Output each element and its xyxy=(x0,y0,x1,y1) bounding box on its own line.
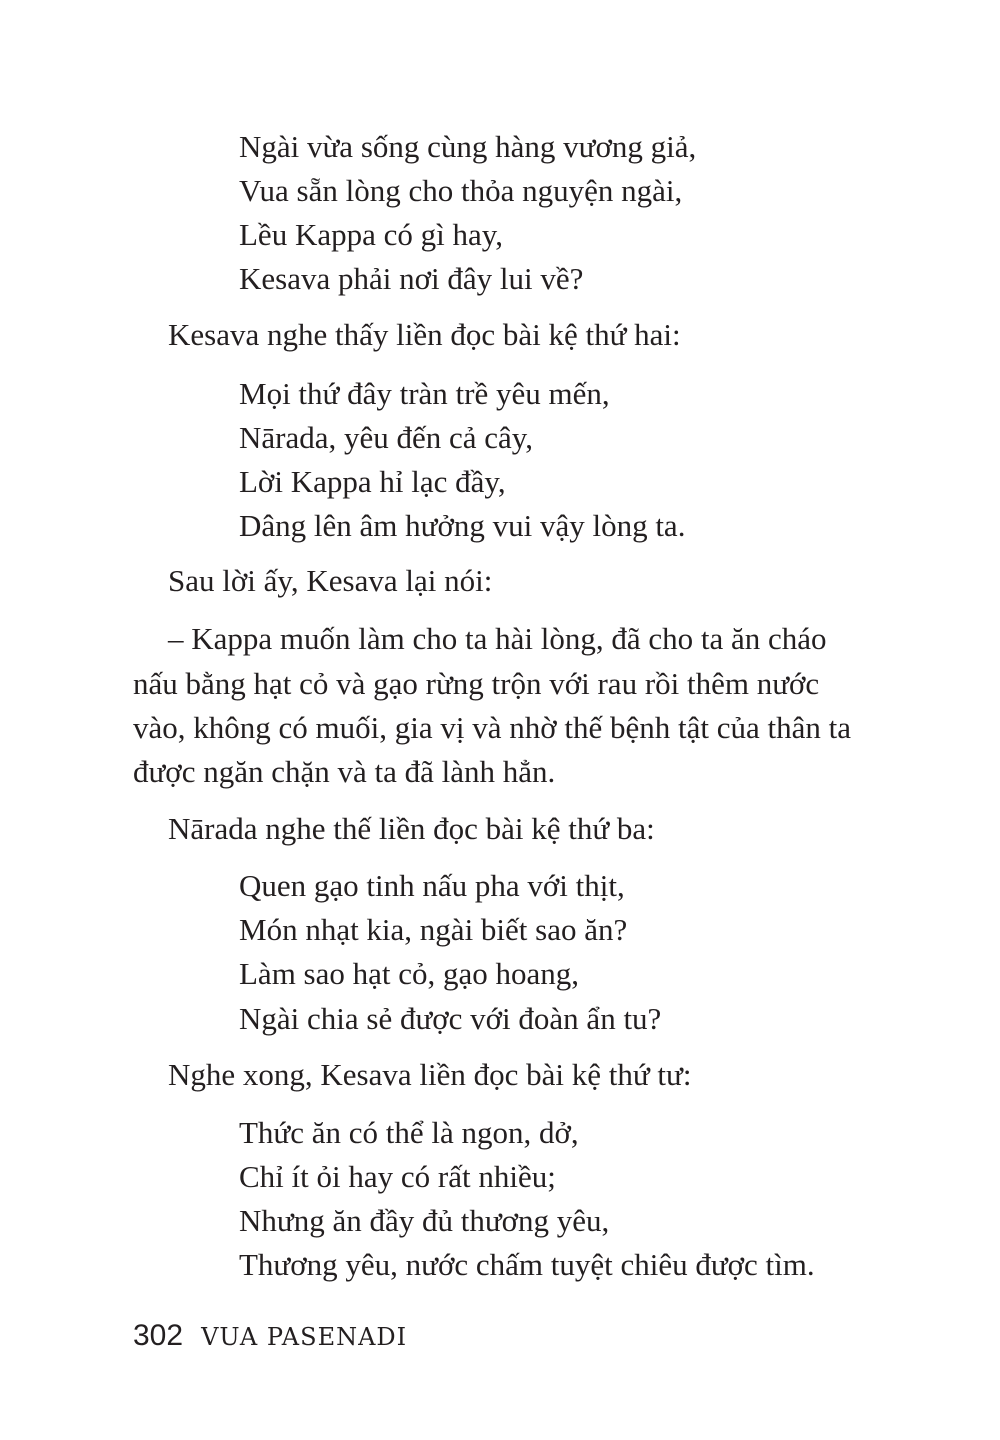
verse-line: Mọi thứ đây tràn trề yêu mến, xyxy=(239,376,610,411)
verse-line: Lời Kappa hỉ lạc đầy, xyxy=(239,464,506,499)
verse-line: Quen gạo tinh nấu pha với thịt, xyxy=(239,868,625,903)
verse-line: Ngài chia sẻ được với đoàn ẩn tu? xyxy=(239,1001,662,1036)
verse-line: Làm sao hạt cỏ, gạo hoang, xyxy=(239,956,580,991)
paragraph-line: – Kappa muốn làm cho ta hài lòng, đã cho ta ăn cháo xyxy=(168,621,827,656)
verse-line: Chỉ ít ỏi hay có rất nhiều; xyxy=(239,1159,556,1194)
verse-line: Thức ăn có thể là ngon, dở, xyxy=(239,1115,579,1150)
verse-line: Nārada, yêu đến cả cây, xyxy=(239,420,534,455)
verse-line: Ngài vừa sống cùng hàng vương giả, xyxy=(239,129,697,164)
paragraph: Nārada nghe thế liền đọc bài kệ thứ ba: xyxy=(168,811,655,846)
verse-line: Lều Kappa có gì hay, xyxy=(239,217,503,252)
running-title: VUA PASENADI xyxy=(201,1323,408,1351)
paragraph: Sau lời ấy, Kesava lại nói: xyxy=(168,563,493,598)
paragraph: Kesava nghe thấy liền đọc bài kệ thứ hai: xyxy=(168,317,681,352)
verse-line: Kesava phải nơi đây lui về? xyxy=(239,261,584,296)
verse-line: Vua sẵn lòng cho thỏa nguyện ngài, xyxy=(239,173,683,208)
verse-line: Món nhạt kia, ngài biết sao ăn? xyxy=(239,912,628,947)
verse-line: Nhưng ăn đầy đủ thương yêu, xyxy=(239,1203,610,1238)
verse-line: Thương yêu, nước chấm tuyệt chiêu được tìm. xyxy=(239,1247,815,1282)
verse-line: Dâng lên âm hưởng vui vậy lòng ta. xyxy=(239,508,686,543)
paragraph-line: được ngăn chặn và ta đã lành hẳn. xyxy=(133,754,556,789)
paragraph: Nghe xong, Kesava liền đọc bài kệ thứ tư: xyxy=(168,1057,692,1092)
paragraph-line: nấu bằng hạt cỏ và gạo rừng trộn với rau rồi thêm nước xyxy=(133,666,820,701)
page-number: 302 xyxy=(133,1319,184,1352)
paragraph-line: vào, không có muối, gia vị và nhờ thế bệnh tật của thân ta xyxy=(133,710,852,745)
page-footer xyxy=(133,1316,407,1356)
